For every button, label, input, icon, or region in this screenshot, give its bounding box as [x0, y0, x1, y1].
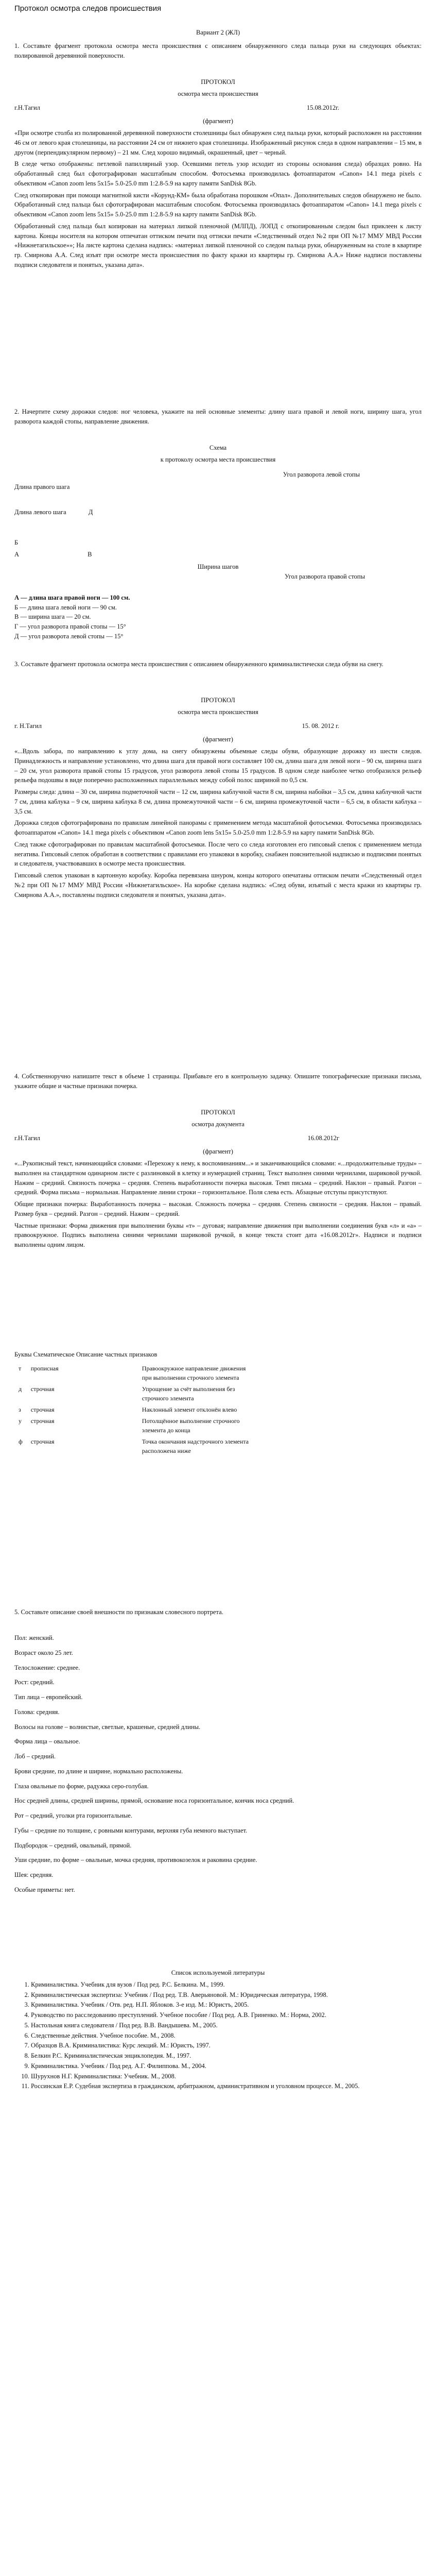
portrait-line: Рот – средний, уголки рта горизонтальные.: [14, 1812, 132, 1819]
signs-table-cell-desc: Точка окончания надстрочного элемента расположена ниже: [142, 1437, 249, 1454]
protocol-2-fragment: (фрагмент): [203, 736, 233, 743]
protocol-1-city: г.Н.Тагил: [14, 104, 40, 111]
protocol-2: [14, 696, 422, 902]
scheme-angle-left-label: Угол разворота левой стопы: [283, 470, 360, 478]
signs-table-cell-scheme: строчная: [30, 1417, 55, 1425]
portrait-line: Возраст около 25 лет.: [14, 1649, 73, 1656]
signs-table-row: [14, 1436, 259, 1456]
references-title: Список используемой литературы: [171, 1969, 265, 1976]
scheme-heading: Схема: [209, 444, 227, 451]
protocol-3: [14, 1108, 422, 1252]
signs-table-cell-desc: Упрощение за счёт выполнения без строчного элемента: [142, 1385, 235, 1402]
reference-item: 2. Криминалистическая экспертиза: Учебник / Под ред. Т.В. Аверьяновой. М.: Юридическая литература, 1998.: [31, 1990, 422, 2000]
portrait-line: Рост: средний.: [14, 1679, 55, 1686]
signs-table-title: Буквы Схематическое Описание частных признаков: [14, 1351, 158, 1358]
signs-table: [14, 1363, 259, 1456]
protocol-1-fragment: (фрагмент): [203, 117, 233, 125]
reference-item: 5. Настольная книга следователя / Под ред. В.В. Вандышева. М., 2005.: [31, 2021, 422, 2030]
portrait-line: Уши средние, по форме – овальные, мочка средняя, противокозелок и раковина средние.: [14, 1856, 257, 1864]
protocol-2-paragraph: След также сфотографирован по правилам масштабной фотосъемки. После чего со следа изготовлен его гипсовый слепок с применением метода негатива. Гипсовый слепок обработан в соответствии с правилами его упаковки в коробку, снабжен пояснительной надписью и подписями понятых и следователя, участвовавших в осмотре места происшествия.: [14, 840, 422, 868]
signs-table-cell-scheme: строчная: [30, 1385, 55, 1393]
signs-table-cell-desc: Наклонный элемент отклонён влево: [142, 1405, 237, 1413]
protocol-1-paragraph: Обработанный след пальца был копирован на материал липкой пленочной (МЛПД), ЛОПД с откопированным следом был приклеен к листу картона. Концы носителя на котором отпечатан оттиском печати под оттиски печати «Следственный отдел №2 при ОП №17 ММУ МВД России «Нижнетагильское»»; На листе картона сделана надпись: «материал липкой пленочной со следом пальца руки, обнаруженным на столе в квартире гр. Смирнова А.А. След изъят при осмотре места происшествия по факту кражи из квартиры гр. Смирнова А.А.» Ниже надписи поставлены подписи следователя и понятых, указана дата».: [14, 222, 422, 268]
protocol-1-paragraph: «При осмотре столба из полированной деревянной поверхности столешницы был обнаружен след пальца руки, который расположен на расстоянии 46 см от левого края столешницы, на расстоянии 24 см от нижнего края столешницы. Изображенный рисунок следа в одном направлении – 15 мм, в другом (перпендикулярном первому) – 21 мм. След хорошо видимый, окрашенный, цвет – черный.: [14, 129, 422, 156]
scheme-angle-right-label: Угол разворота правой стопы: [285, 573, 365, 580]
reference-item: 10. Шурухнов Н.Г. Криминалистика: Учебник. М., 2008.: [31, 2072, 422, 2081]
protocol-2-place-date: [14, 721, 422, 731]
portrait-line: Голова: средняя.: [14, 1708, 60, 1716]
task-5: 5. Составьте описание своей внешности по признакам словесного портрета.: [14, 1608, 223, 1616]
reference-item: 9. Криминалистика. Учебник / Под ред. А.Г. Филиппова. М., 2004.: [31, 2061, 422, 2071]
protocol-3-fragment: (фрагмент): [203, 1148, 233, 1156]
signs-table-cell-desc: Потолщённое выполнение строчного элемента до конца: [142, 1417, 240, 1434]
signs-table-cell-letter: т: [19, 1364, 22, 1372]
signs-table-cell-desc: Правоокружное направление движения при выполнении строчного элемента: [142, 1364, 246, 1381]
signs-table-cell-scheme: строчная: [30, 1405, 55, 1413]
scheme-legend-line: В — ширина шага — 20 см.: [14, 613, 91, 621]
protocol-1-heading: ПРОТОКОЛ: [201, 78, 235, 86]
portrait-line: Тип лица – европейский.: [14, 1693, 83, 1701]
signs-table-cell-letter: у: [19, 1417, 22, 1425]
protocol-2-paragraph: Размеры следа: длина – 30 см, ширина подметочной части – 12 см, ширина каблучной части 8 см, ширина набойки – 3,5 см, длина каблучной части 7 см, длина каблука – 9 см, ширина каблука 8 см, длина промежуточной части – 6 см, ширина промежуточной части – 6,5 см, в области каблука – 3,5 см.: [14, 788, 422, 815]
protocol-2-paragraph: Дорожка следов сфотографирована по правилам линейной панорамы с применением метода масштабной фотосъемки. Фотосъемка производилась фотоаппаратом «Canon» 14.1 mega pixels с объективом «Canon zoom lens 5x15» 5.0-25.0 mm 1:2.8-5.9 на карту памяти SanDisk 8Gb.: [14, 819, 422, 836]
scheme-mark-b1: Б: [14, 538, 19, 546]
reference-item: 6. Следственные действия. Учебное пособие. М., 2008.: [31, 2031, 422, 2041]
portrait-line: Пол: женский.: [14, 1634, 54, 1641]
portrait-line: Подбородок – средний, овальный, прямой.: [14, 1841, 132, 1849]
signs-table-row: [14, 1363, 259, 1383]
reference-item: 7. Образцов В.А. Криминалистика: Курс лекций. М.: Юристъ, 1997.: [31, 2041, 422, 2050]
portrait-line: Нос средней длины, средней ширины, прямой, основание носа горизонтальное, кончик носа средний.: [14, 1797, 294, 1805]
references-section: [14, 1968, 422, 2092]
signs-table-row: [14, 1404, 259, 1415]
protocol-2-subheading: осмотра места происшествия: [178, 708, 258, 716]
reference-item: 11. Россинская Е.Р. Судебная экспертиза в гражданском, арбитражном, административном и уголовном процессе. М., 2005.: [31, 2081, 422, 2091]
signs-table-cell-letter: з: [19, 1405, 21, 1413]
protocol-3-subheading: осмотра документа: [191, 1120, 245, 1128]
scheme-subheading: к протоколу осмотра места происшествия: [160, 455, 276, 463]
scheme-legend-line: Б — длина шага левой ноги — 90 см.: [14, 603, 117, 611]
protocol-1-paragraph: След откопирован при помощи магнитной кисти «Корунд-КМ» была обработана порошком «Опал». Дополнительных следов обнаружено не было. Обработанный след пальца был сфотографирован масштабным способом. Фотосъемка производилась фотоаппаратом «Canon» 14.1 mega pixels с объективом «Canon zoom lens 5x15» 5.0-25.0 mm 1:2.8-5.9 на карту памяти SanDisk 8Gb.: [14, 191, 422, 218]
protocol-1-paragraph: В следе четко отображены: петлевой папиллярный узор. Осевшими петель узор исходит из стороны основания следа) образцах ровно. На обработанный след был сфотографирован масштабным способом. Фотосъемка производилась фотоаппаратом «Canon» 14.1 mega pixels с объективом «Canon zoom lens 5x15» 5.0-25.0 mm 1:2.8-5.9 на карту памяти SanDisk 8Gb.: [14, 160, 422, 187]
protocol-3-date: 16.08.2012г: [307, 1134, 339, 1142]
task-4: 4. Собственноручно напишите текст в объеме 1 страницы. Прибавьте его в контрольную задачку. Опишите топографические признаки письма, укажите общие и частные признаки почерка.: [14, 1073, 422, 1090]
protocol-2-paragraph: Гипсовый слепок упакован в картонную коробку. Коробка перевязана шнуром, концы которого опечатаны оттиском печати «Следственный отдел №2 при ОП №17 ММУ МВД России «Нижнетагильское». На коробке сделана надпись: «След обуви, изъятый с места кражи из квартиры гр. Смирнова А.А.», поставлены подписи следователя и понятых, указана дата».: [14, 872, 422, 899]
portrait-list: [14, 1633, 422, 1900]
scheme-width-label: Ширина шагов: [197, 563, 239, 571]
portrait-line: Шея: средняя.: [14, 1871, 54, 1878]
signs-table-cell-scheme: строчная: [30, 1437, 55, 1445]
page-title: Протокол осмотра следов происшествия: [14, 4, 162, 13]
protocol-3-paragraph: «...Рукописный текст, начинающийся словами: «Перехожу к нему, к воспоминаниям...» и заканчивающийся словами: «...продолжительные труды» – выполнен на стандартном одинарном листе с разлиновкой в клетку и нумерацией страниц. Текст выполнен синими чернилами, шариковой ручкой. Нажим – средний. Связность почерка – средняя. Степень выработанности почерка высокая. Темп письма – средний. Наклон – правый. Разгон – средний. Форма письма – нормальная. Направление линии строки – горизонтальное. Поля слева есть. Абзацные отступы присутствуют.: [14, 1160, 422, 1196]
scheme-mark-b2: В: [88, 550, 92, 558]
signs-table-cell-scheme: прописная: [30, 1364, 59, 1372]
signs-table-cell-letter: ф: [19, 1437, 23, 1445]
protocol-1-subheading: осмотра места происшествия: [178, 90, 258, 97]
protocol-2-paragraph: «...Вдоль забора, по направлению к углу дома, на снегу обнаружены объемные следы обуви, образующие дорожку из шести следов. Принадлежность и направление установлено, что длина шага для правой ноги составляет 100 см, длина шага для левой ноги – 90 см, ширина шага – 20 см, угол разворота правой стопы 15 градусов, угол разворота левой стопы 15 градусов. В одном следе наиболее четко отобразился рельеф рельефа подошвы в виде поперечно расположенных параллельных между собой полос шириной по 0,5 см.: [14, 748, 422, 784]
reference-item: 3. Криминалистика. Учебник / Отв. ред. Н.П. Яблоков. 3-е изд. М.: Юристъ, 2005.: [31, 2000, 422, 2010]
task-3: 3. Составьте фрагмент протокола осмотра места происшествия с описанием обнаруженного криминалистически следа обуви на снегу.: [14, 660, 383, 668]
portrait-line: Волосы на голове – волнистые, светлые, крашеные, средней длины.: [14, 1723, 201, 1731]
portrait-line: Лоб – средний.: [14, 1753, 56, 1760]
protocol-2-heading: ПРОТОКОЛ: [201, 697, 235, 704]
portrait-line: Губы – средние по толщине, с ровными контурами, верхняя губа немного выступает.: [14, 1826, 248, 1834]
protocol-3-paragraph: Частные признаки: Форма движения при выполнении буквы «т» – дуговая; направление движения при выполнении соединения букв «л» и «а» – правоокружное. Подпись выполнена синими чернилами шариковой ручкой, в конце текста стоит дата «16.08.2012г». Надписи и подписи выполнены одним лицом.: [14, 1222, 422, 1248]
signs-table-cell-letter: д: [19, 1385, 22, 1393]
reference-item: 4. Руководство по расследованию преступлений. Учебное пособие / Под ред. А.В. Гриненко. М.: Норма, 2002.: [31, 2010, 422, 2020]
scheme-left-step-label: Длина левого шага: [14, 509, 66, 516]
scheme-legend-line: Д — угол разворота левой стопы — 15°: [14, 632, 124, 640]
task-1: 1. Составьте фрагмент протокола осмотра места происшествия с описанием обнаруженного следа пальца руки на следующих объектах: полированной деревянной поверхности.: [14, 42, 422, 59]
protocol-1: [14, 77, 422, 272]
protocol-3-city: г.Н.Тагил: [14, 1134, 40, 1142]
protocol-1-place-date: [14, 103, 422, 113]
signs-table-section: [14, 1350, 422, 1456]
scheme-mark-d: Д: [88, 509, 93, 516]
portrait-line: Форма лица – овальное.: [14, 1738, 80, 1745]
protocol-1-date: 15.08.2012г.: [306, 104, 339, 111]
protocol-2-date: 15. 08. 2012 г.: [302, 722, 339, 730]
protocol-3-place-date: [14, 1133, 422, 1143]
protocol-3-paragraph: Общие признаки почерка: Выработанность почерка – высокая. Сложность почерка – средняя. Степень связности – средняя. Наклон – правый. Размер букв – средний. Разгон – средний. Нажим – средний.: [14, 1200, 422, 1217]
variant-label: Вариант 2 (ЖЛ): [196, 29, 240, 36]
reference-item: 8. Белкин Р.С. Криминалистическая энциклопедия. М., 1997.: [31, 2051, 422, 2061]
portrait-line: Телосложение: среднее.: [14, 1664, 80, 1671]
portrait-line: Брови средние, по длине и ширине, нормально расположены.: [14, 1767, 183, 1775]
protocol-2-city: г. Н.Тагил: [14, 722, 42, 730]
signs-table-row: [14, 1415, 259, 1436]
scheme-legend-line: Г — угол разворота правой стопы — 15°: [14, 623, 126, 630]
signs-table-row: [14, 1383, 259, 1404]
reference-item: 1. Криминалистика. Учебник для вузов / Под ред. Р.С. Белкина. М., 1999.: [31, 1980, 422, 1990]
scheme-mark-a: А: [14, 550, 20, 558]
scheme-legend-line: А — длина шага правой ноги — 100 см.: [14, 594, 130, 601]
task-2: 2. Начертите схему дорожки следов: ног человека, укажите на ней основные элементы: длину шага правой и левой ноги, ширину шага, угол разворота каждой стопы, направление движения.: [14, 408, 422, 425]
scheme-right-step-label: Длина правого шага: [14, 483, 70, 491]
portrait-line: Глаза овальные по форме, радужка серо-голубая.: [14, 1782, 149, 1790]
footprint-scheme: [14, 443, 422, 649]
references-list: [14, 1980, 422, 2091]
portrait-line: Особые приметы: нет.: [14, 1886, 75, 1893]
protocol-3-heading: ПРОТОКОЛ: [201, 1109, 235, 1116]
